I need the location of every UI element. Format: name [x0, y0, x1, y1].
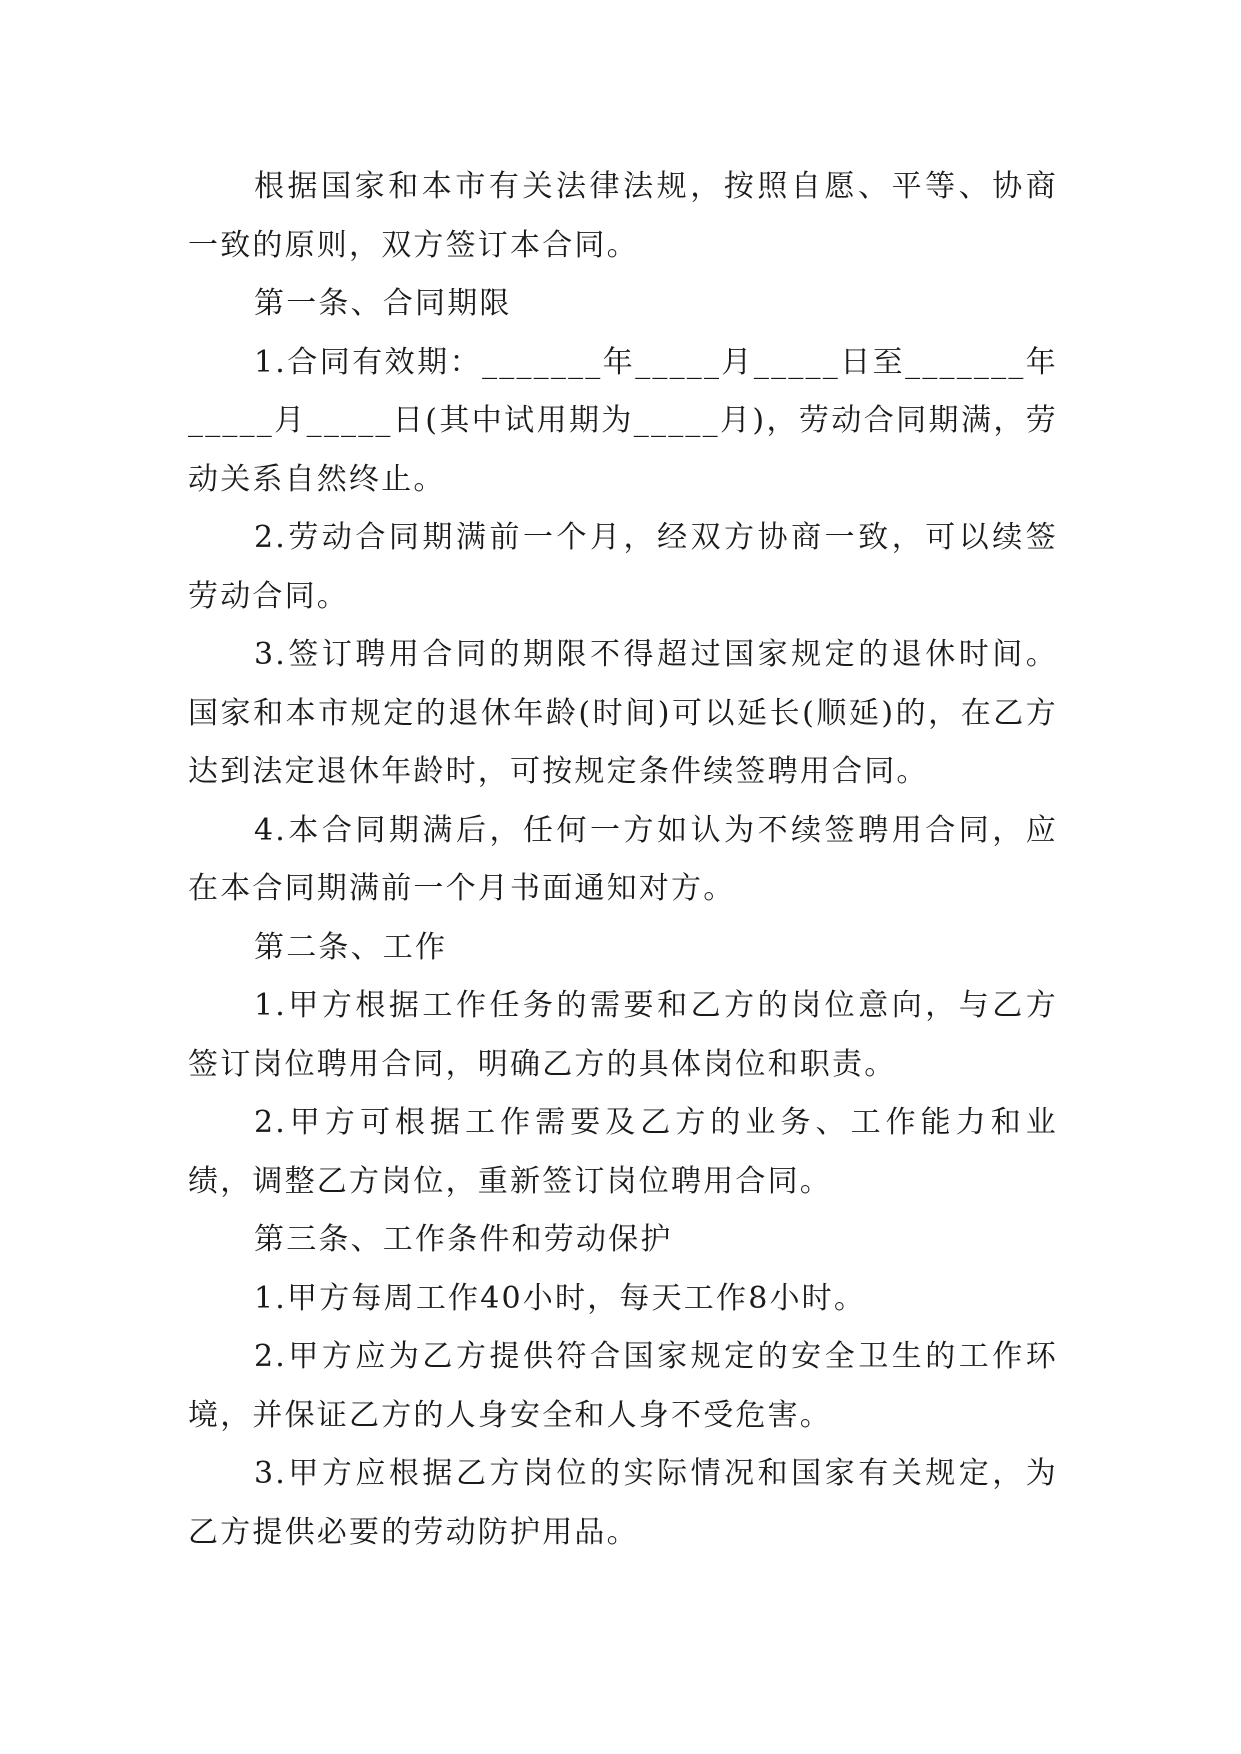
- section-1-item-1: 1.合同有效期：_______年_____月_____日至_______年_____月_____日(其中试用期为_____月)，劳动合同期满，劳动关系自然终止。: [188, 344, 1058, 497]
- section-3-item-2: 2.甲方应为乙方提供符合国家规定的安全卫生的工作环境，并保证乙方的人身安全和人身不受危害。: [188, 1339, 1058, 1433]
- intro-paragraph: 根据国家和本市有关法律法规，按照自愿、平等、协商一致的原则，双方签订本合同。: [188, 169, 1058, 263]
- section-heading-3: 第三条、工作条件和劳动保护: [254, 1222, 673, 1257]
- section-3-item-3: 3.甲方应根据乙方岗位的实际情况和国家有关规定，为乙方提供必要的劳动防护用品。: [188, 1456, 1058, 1550]
- section-heading-2: 第二条、工作: [254, 929, 448, 965]
- section-2-item-2: 2.甲方可根据工作需要及乙方的业务、工作能力和业绩，调整乙方岗位，重新签订岗位聘用合同。: [188, 1105, 1058, 1199]
- section-heading-1: 第一条、合同期限: [254, 286, 512, 321]
- section-3-item-1: 1.甲方每周工作40小时，每天工作8小时。: [254, 1280, 867, 1316]
- section-1-item-2: 2.劳动合同期满前一个月，经双方协商一致，可以续签劳动合同。: [188, 520, 1058, 614]
- document-body: [188, 158, 1058, 1562]
- section-1-item-3: 3.签订聘用合同的期限不得超过国家规定的退休时间。国家和本市规定的退休年龄(时间)可以延长(顺延)的，在乙方达到法定退休年龄时，可按规定条件续签聘用合同。: [188, 637, 1058, 789]
- section-2-item-1: 1.甲方根据工作任务的需要和乙方的岗位意向，与乙方签订岗位聘用合同，明确乙方的具体岗位和职责。: [188, 988, 1058, 1082]
- section-1-item-4: 4.本合同期满后，任何一方如认为不续签聘用合同，应在本合同期满前一个月书面通知对方。: [188, 812, 1058, 906]
